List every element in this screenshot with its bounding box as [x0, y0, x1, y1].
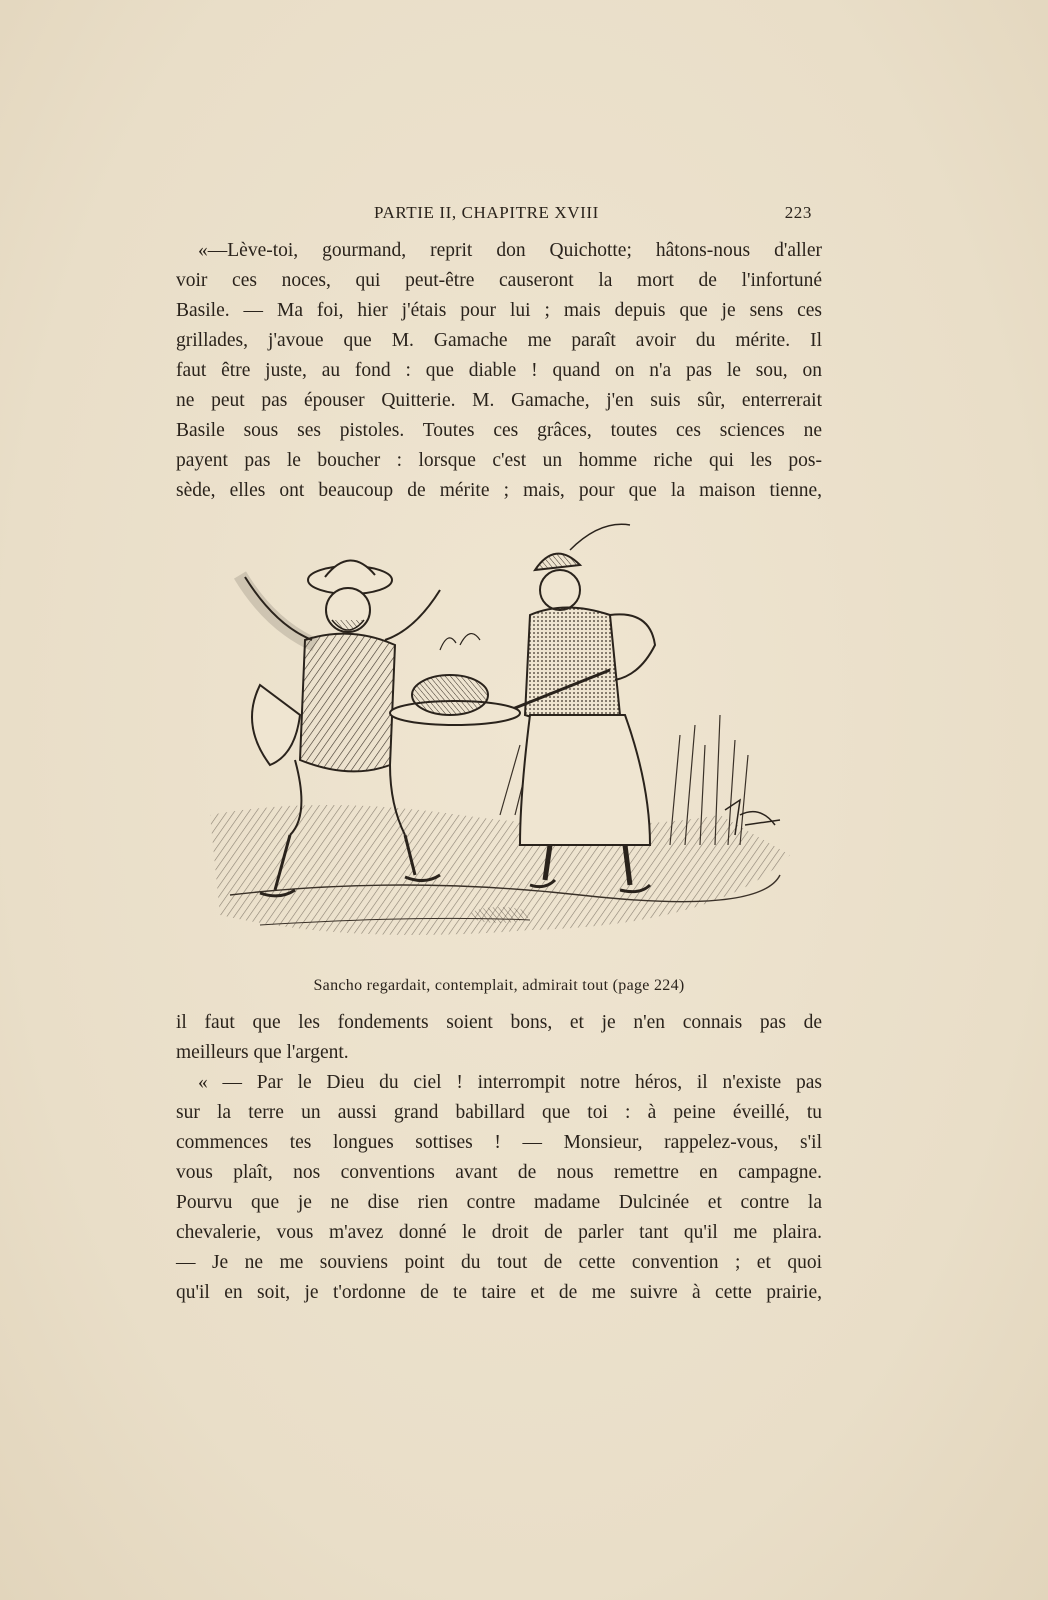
- text-line: vous plaît, nos conventions avant de nous remettre en campagne.: [176, 1162, 822, 1183]
- text-line: — Je ne me souviens point du tout de cette convention ; et quoi: [176, 1252, 822, 1273]
- text-line: payent pas le boucher : lorsque c'est un homme riche qui les pos-: [176, 450, 822, 471]
- text-line: sède, elles ont beaucoup de mérite ; mais, pour que la maison tienne,: [176, 480, 822, 501]
- illustration-caption: Sancho regardait, contemplait, admirait tout (page 224): [313, 977, 685, 994]
- text-line: Basile. — Ma foi, hier j'étais pour lui ; mais depuis que je sens ces: [176, 300, 822, 321]
- text-line: «—Lève-toi, gourmand, reprit don Quichotte; hâtons-nous d'aller: [198, 240, 822, 261]
- running-title: PARTIE II, CHAPITRE XVIII: [374, 203, 599, 222]
- text-line: meilleurs que l'argent.: [176, 1042, 349, 1063]
- text-line: voir ces noces, qui peut-être causeront la mort de l'infortuné: [176, 270, 822, 291]
- text-line: qu'il en soit, je t'ordonne de te taire et de me suivre à cette prairie,: [176, 1282, 822, 1303]
- text-block-bottom: [176, 1008, 822, 1308]
- text-line: chevalerie, vous m'avez donné le droit de parler tant qu'il me plaira.: [176, 1222, 822, 1243]
- text-line: Basile sous ses pistoles. Toutes ces grâces, toutes ces sciences ne: [176, 420, 822, 441]
- text-line: faut être juste, au fond : que diable ! quand on n'a pas le sou, on: [176, 360, 822, 381]
- text-line: commences tes longues sottises ! — Monsieur, rappelez-vous, s'il: [176, 1132, 822, 1153]
- engraving-illustration: [200, 515, 800, 965]
- text-line: sur la terre un aussi grand babillard que toi : à peine éveillé, tu: [176, 1102, 822, 1123]
- text-line: Pourvu que je ne dise rien contre madame Dulcinée et contre la: [176, 1192, 822, 1213]
- text-line: grillades, j'avoue que M. Gamache me paraît avoir du mérite. Il: [176, 330, 822, 351]
- running-header: [176, 203, 812, 229]
- text-line: il faut que les fondements soient bons, et je n'en connais pas de: [176, 1012, 822, 1033]
- roast-platter: [390, 634, 520, 725]
- text-block-top: [176, 236, 822, 506]
- text-line: « — Par le Dieu du ciel ! interrompit notre héros, il n'existe pas: [198, 1072, 822, 1093]
- text-line: ne peut pas épouser Quitterie. M. Gamache, j'en suis sûr, enterrerait: [176, 390, 822, 411]
- page-number: 223: [784, 203, 812, 222]
- cook-figure: [510, 524, 655, 891]
